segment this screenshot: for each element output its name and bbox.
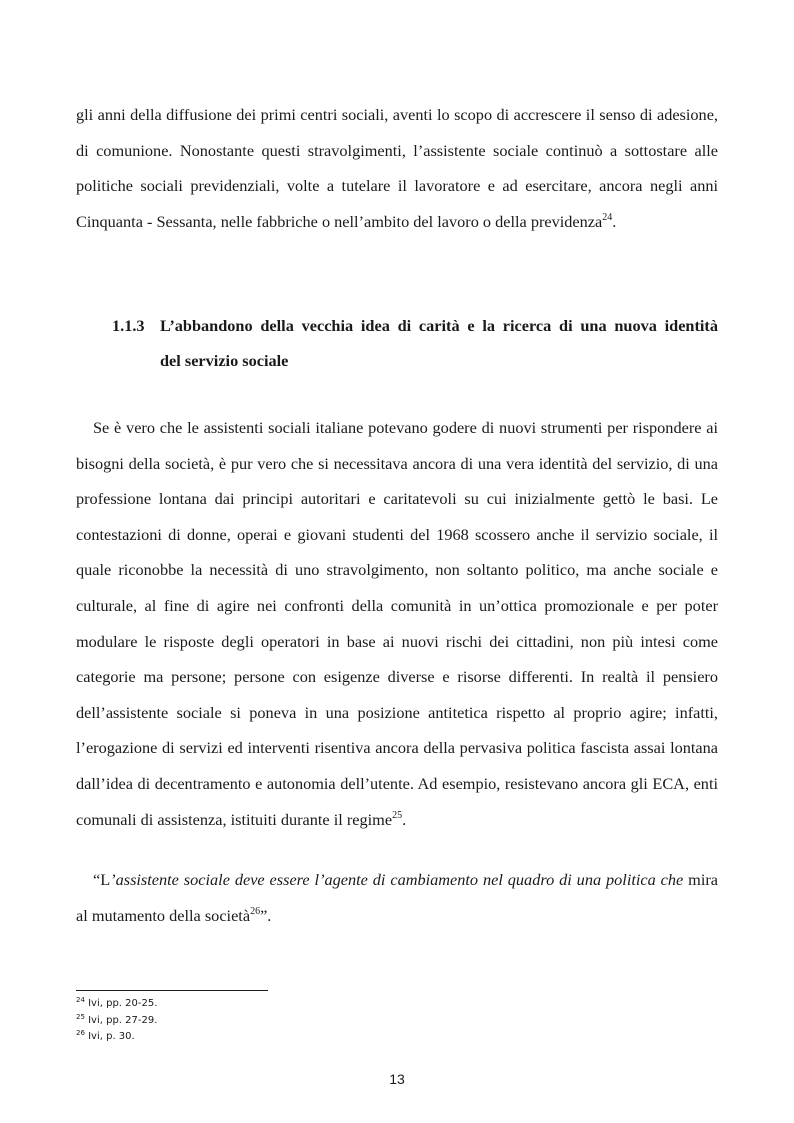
section-title-line1: L’abbandono della vecchia idea di carità e la ricerca di una nuova identità <box>160 316 718 335</box>
page-number: 13 <box>389 1071 405 1087</box>
footnotes <box>76 996 157 1046</box>
quote-italic-text: ’assistente sociale deve essere l’agente di cambiamento nel quadro di una politica che <box>110 870 684 889</box>
footnote-divider <box>76 990 268 991</box>
paragraph-text: Se è vero che le assistenti sociali italiane potevano godere di nuovi strumenti per rispondere ai bisogni della società, è pur vero che si necessitava ancora di una vera identità del servizio, di una professione lontana dai principi autoritari e caritatevoli su cui inizialmente gettò le basi. Le contestazioni di donne, operai e giovani studenti del 1968 scossero anche il servizio sociale, il quale riconobbe la necessità di uno stravolgimento, non soltanto politico, ma anche sociale e culturale, al fine di agire nei confronti della comunità in un’ottica promozionale e per poter modulare le risposte degli operatori in base ai nuovi rischi dei cittadini, non più intesi come categorie ma persone; persone con esigenze diverse e risorse differenti. In realtà il pensiero dell’assistente sociale si poneva in una posizione antitetica rispetto al proprio agire; infatti, l’erogazione di servizi ed interventi risentiva ancora della pervasiva politica fascista assai lontana dall’idea di decentramento e autonomia dell’utente. Ad esempio, resistevano ancora gli ECA, enti comunali di assistenza, istituiti durante il regime <box>76 418 718 829</box>
footnote-text: Ivi, p. 30. <box>84 1031 135 1042</box>
footnote-ref-24[interactable]: 24 <box>602 211 613 223</box>
footnote-number: 24 <box>76 996 85 1004</box>
paragraph-text: gli anni della diffusione dei primi centri sociali, aventi lo scopo di accrescere il senso di adesione, di comunione. Nonostante questi stravolgimenti, l’assistente sociale continuò a sottostare alle politiche sociali previdenziali, volte a tutelare il lavoratore e ad esercitare, ancora negli anni Cinquanta - Sessanta, nelle fabbriche o nell’ambito del lavoro o della previdenza <box>76 105 718 231</box>
footnote-number: 26 <box>76 1029 85 1037</box>
footnote-24 <box>76 996 157 1013</box>
sentence-end: . <box>612 211 617 231</box>
sentence-end: . <box>402 809 407 829</box>
section-title-line2: del servizio sociale <box>160 351 289 370</box>
quote-close: ”. <box>260 905 272 925</box>
footnote-number: 25 <box>76 1012 85 1021</box>
quote-open: “L <box>93 870 111 889</box>
footnote-text: Ivi, pp. 27-29. <box>84 1014 158 1026</box>
paragraph-main <box>76 410 718 837</box>
paragraph-continued <box>76 97 718 239</box>
footnote-text: Ivi, pp. 20-25. <box>84 998 158 1009</box>
quote-tail: mira al mutamento della società <box>76 870 719 925</box>
footnote-ref-26[interactable]: 26 <box>250 905 261 917</box>
footnote-25 <box>76 1013 157 1030</box>
footnote-ref-25[interactable]: 25 <box>392 809 403 821</box>
section-number: 1.1.3 <box>112 316 145 335</box>
quote-paragraph <box>76 862 718 933</box>
footnote-26 <box>76 1029 157 1046</box>
